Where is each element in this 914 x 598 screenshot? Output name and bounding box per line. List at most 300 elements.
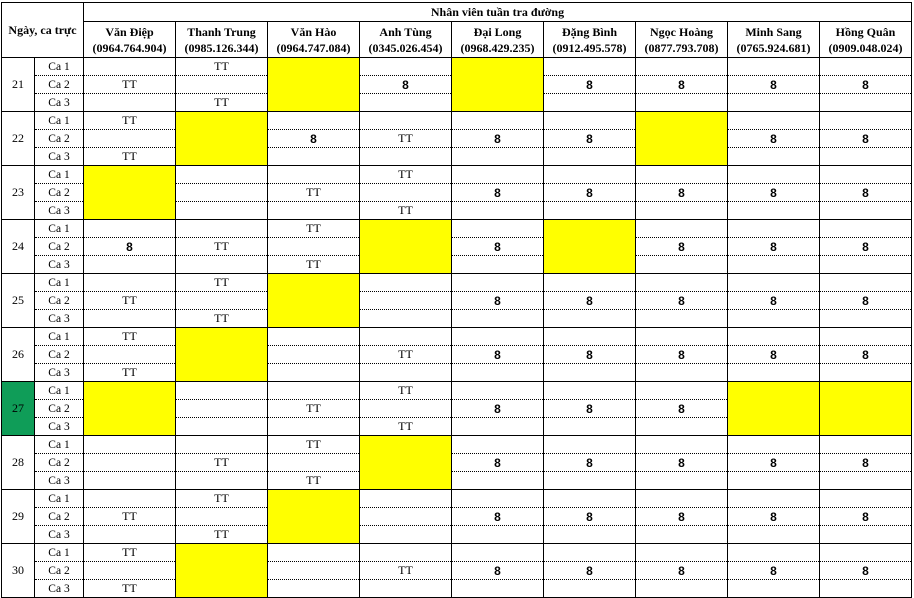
duty-cell <box>452 310 544 328</box>
day-label: 26 <box>2 328 35 382</box>
duty-cell: 8 <box>820 562 912 580</box>
duty-cell <box>268 202 360 220</box>
roster-body <box>2 58 912 598</box>
duty-cell <box>268 454 360 472</box>
duty-cell <box>360 328 452 346</box>
duty-cell: 8 <box>636 238 728 256</box>
duty-cell <box>728 256 820 274</box>
table-row <box>2 526 912 544</box>
staff-header-2 <box>176 22 268 58</box>
shift-label: Ca 2 <box>35 76 84 94</box>
shift-label: Ca 3 <box>35 256 84 274</box>
shift-label: Ca 2 <box>35 184 84 202</box>
duty-cell <box>84 490 176 508</box>
shift-label: Ca 1 <box>35 220 84 238</box>
duty-cell <box>820 580 912 598</box>
duty-cell <box>728 58 820 76</box>
duty-cell: TT <box>360 166 452 184</box>
duty-cell <box>452 526 544 544</box>
duty-cell: TT <box>84 76 176 94</box>
duty-cell <box>452 256 544 274</box>
duty-cell: TT <box>176 238 268 256</box>
duty-cell <box>360 274 452 292</box>
duty-cell <box>820 544 912 562</box>
shift-label: Ca 3 <box>35 364 84 382</box>
duty-cell: 8 <box>820 292 912 310</box>
duty-cell: TT <box>176 490 268 508</box>
day-label: 27 <box>2 382 35 436</box>
duty-cell: 8 <box>544 292 636 310</box>
duty-cell <box>176 76 268 94</box>
duty-cell <box>84 562 176 580</box>
table-row <box>2 490 912 508</box>
staff-name: Minh Sang <box>745 24 802 39</box>
day-label: 21 <box>2 58 35 112</box>
day-label: 23 <box>2 166 35 220</box>
duty-cell: TT <box>176 526 268 544</box>
duty-cell <box>728 490 820 508</box>
duty-cell <box>636 418 728 436</box>
duty-cell <box>544 490 636 508</box>
table-row <box>2 328 912 346</box>
shift-label: Ca 2 <box>35 346 84 364</box>
duty-cell <box>452 382 544 400</box>
duty-cell <box>544 580 636 598</box>
duty-cell: 8 <box>728 508 820 526</box>
duty-cell: TT <box>268 400 360 418</box>
duty-cell: 8 <box>636 292 728 310</box>
shift-label: Ca 1 <box>35 328 84 346</box>
shift-label: Ca 1 <box>35 166 84 184</box>
shift-label: Ca 1 <box>35 58 84 76</box>
duty-cell <box>544 544 636 562</box>
duty-cell: 8 <box>636 400 728 418</box>
day-label: 24 <box>2 220 35 274</box>
day-label: 22 <box>2 112 35 166</box>
staff-phone: (0765.924.681) <box>736 40 811 55</box>
duty-cell <box>452 148 544 166</box>
duty-cell: TT <box>84 328 176 346</box>
duty-cell <box>544 436 636 454</box>
duty-cell <box>268 382 360 400</box>
shift-label: Ca 2 <box>35 562 84 580</box>
duty-cell <box>176 256 268 274</box>
duty-cell <box>360 184 452 202</box>
duty-cell <box>268 544 360 562</box>
duty-cell <box>544 382 636 400</box>
duty-cell: 8 <box>636 184 728 202</box>
day-off-cell <box>268 58 360 112</box>
duty-cell: 8 <box>636 76 728 94</box>
duty-cell <box>544 58 636 76</box>
duty-cell <box>636 256 728 274</box>
table-row <box>2 472 912 490</box>
duty-cell <box>636 382 728 400</box>
duty-cell <box>544 310 636 328</box>
duty-cell <box>728 220 820 238</box>
duty-cell <box>452 166 544 184</box>
duty-cell <box>820 202 912 220</box>
duty-cell: 8 <box>820 76 912 94</box>
duty-cell <box>728 580 820 598</box>
duty-cell <box>544 418 636 436</box>
duty-cell <box>176 400 268 418</box>
staff-name: Văn Điệp <box>105 24 154 39</box>
duty-cell: 8 <box>728 346 820 364</box>
duty-cell <box>728 544 820 562</box>
duty-cell: 8 <box>452 454 544 472</box>
duty-cell <box>360 400 452 418</box>
duty-roster-table <box>1 2 912 598</box>
table-row <box>2 544 912 562</box>
duty-cell <box>544 526 636 544</box>
day-label: 29 <box>2 490 35 544</box>
table-row <box>2 220 912 238</box>
duty-cell <box>176 202 268 220</box>
duty-cell <box>360 94 452 112</box>
duty-cell <box>728 364 820 382</box>
duty-cell: 8 <box>820 238 912 256</box>
duty-cell <box>360 148 452 166</box>
staff-phone: (0912.495.578) <box>552 40 627 55</box>
duty-cell <box>636 472 728 490</box>
duty-cell: 8 <box>728 562 820 580</box>
duty-cell: TT <box>176 454 268 472</box>
duty-cell: 8 <box>452 130 544 148</box>
table-row <box>2 148 912 166</box>
duty-cell: TT <box>360 562 452 580</box>
duty-cell <box>268 328 360 346</box>
shift-label: Ca 2 <box>35 238 84 256</box>
duty-cell: 8 <box>544 130 636 148</box>
shift-label: Ca 2 <box>35 454 84 472</box>
duty-cell <box>360 364 452 382</box>
duty-cell <box>360 58 452 76</box>
duty-cell <box>636 58 728 76</box>
duty-cell: TT <box>84 508 176 526</box>
duty-cell <box>84 256 176 274</box>
duty-cell <box>728 328 820 346</box>
duty-cell <box>268 562 360 580</box>
duty-cell: 8 <box>452 562 544 580</box>
duty-cell: 8 <box>728 76 820 94</box>
duty-cell <box>84 526 176 544</box>
shift-label: Ca 3 <box>35 310 84 328</box>
duty-cell <box>820 256 912 274</box>
duty-cell <box>452 490 544 508</box>
duty-cell: TT <box>84 580 176 598</box>
duty-cell: TT <box>84 292 176 310</box>
duty-cell <box>268 148 360 166</box>
duty-cell <box>360 310 452 328</box>
shift-label: Ca 2 <box>35 292 84 310</box>
duty-cell <box>176 472 268 490</box>
duty-cell <box>728 112 820 130</box>
duty-cell <box>268 580 360 598</box>
duty-cell <box>452 580 544 598</box>
duty-cell: 8 <box>636 562 728 580</box>
duty-cell: TT <box>176 58 268 76</box>
duty-cell <box>360 526 452 544</box>
day-off-cell <box>84 166 176 220</box>
duty-cell: 8 <box>728 130 820 148</box>
duty-cell <box>176 436 268 454</box>
duty-cell <box>728 310 820 328</box>
duty-cell: 8 <box>360 76 452 94</box>
duty-cell: 8 <box>452 292 544 310</box>
duty-cell <box>452 274 544 292</box>
table-row <box>2 346 912 364</box>
duty-cell <box>452 436 544 454</box>
duty-cell: 8 <box>452 238 544 256</box>
staff-header-3 <box>268 22 360 58</box>
duty-cell: TT <box>84 544 176 562</box>
duty-cell <box>820 274 912 292</box>
duty-cell <box>820 364 912 382</box>
duty-cell <box>820 112 912 130</box>
duty-cell <box>820 328 912 346</box>
duty-cell <box>636 220 728 238</box>
shift-label: Ca 1 <box>35 382 84 400</box>
shift-label: Ca 3 <box>35 94 84 112</box>
duty-cell: 8 <box>452 508 544 526</box>
table-row <box>2 274 912 292</box>
table-row <box>2 364 912 382</box>
staff-phone: (0345.026.454) <box>368 40 443 55</box>
duty-cell <box>544 472 636 490</box>
duty-cell <box>544 202 636 220</box>
duty-cell: TT <box>84 112 176 130</box>
duty-cell <box>728 526 820 544</box>
duty-cell <box>84 58 176 76</box>
staff-header-4 <box>360 22 452 58</box>
duty-cell: 8 <box>820 130 912 148</box>
staff-phone: (0909.048.024) <box>828 40 903 55</box>
duty-cell <box>268 346 360 364</box>
duty-cell <box>636 94 728 112</box>
duty-cell <box>820 94 912 112</box>
duty-cell: 8 <box>544 508 636 526</box>
duty-cell <box>544 328 636 346</box>
duty-cell: TT <box>268 256 360 274</box>
duty-cell: TT <box>268 436 360 454</box>
duty-cell <box>728 166 820 184</box>
table-row <box>2 256 912 274</box>
duty-cell: TT <box>268 472 360 490</box>
duty-cell <box>544 364 636 382</box>
duty-cell <box>636 310 728 328</box>
duty-cell <box>636 436 728 454</box>
duty-cell: 8 <box>452 184 544 202</box>
day-off-cell <box>176 544 268 598</box>
duty-cell <box>452 202 544 220</box>
corner-label: Ngày, ca trực <box>2 3 84 58</box>
table-row <box>2 562 912 580</box>
duty-cell: TT <box>176 274 268 292</box>
duty-cell <box>176 508 268 526</box>
duty-cell <box>728 436 820 454</box>
duty-cell <box>452 328 544 346</box>
staff-group-title: Nhân viên tuần tra đường <box>84 3 912 22</box>
duty-cell <box>636 328 728 346</box>
shift-label: Ca 1 <box>35 490 84 508</box>
staff-header-1 <box>84 22 176 58</box>
duty-cell <box>544 94 636 112</box>
duty-cell: TT <box>360 346 452 364</box>
duty-cell <box>360 490 452 508</box>
shift-label: Ca 1 <box>35 544 84 562</box>
duty-cell: 8 <box>820 346 912 364</box>
duty-cell: 8 <box>728 454 820 472</box>
duty-cell: 8 <box>544 454 636 472</box>
duty-cell <box>84 220 176 238</box>
staff-name: Đại Long <box>473 24 522 39</box>
table-row <box>2 436 912 454</box>
duty-cell <box>360 508 452 526</box>
table-row <box>2 382 912 400</box>
duty-cell <box>268 238 360 256</box>
duty-cell: 8 <box>636 346 728 364</box>
day-off-cell <box>84 382 176 436</box>
duty-cell: 8 <box>544 76 636 94</box>
duty-cell <box>636 166 728 184</box>
duty-cell <box>728 148 820 166</box>
duty-cell <box>820 220 912 238</box>
staff-phone: (0964.747.084) <box>276 40 351 55</box>
shift-label: Ca 1 <box>35 274 84 292</box>
duty-cell <box>176 382 268 400</box>
table-row <box>2 238 912 256</box>
duty-cell: 8 <box>728 292 820 310</box>
day-label: 25 <box>2 274 35 328</box>
duty-cell <box>84 346 176 364</box>
day-off-cell <box>360 220 452 274</box>
day-off-cell <box>820 382 912 436</box>
duty-cell <box>544 112 636 130</box>
day-label: 30 <box>2 544 35 598</box>
duty-cell <box>176 292 268 310</box>
duty-cell <box>820 490 912 508</box>
duty-cell: 8 <box>268 130 360 148</box>
duty-cell: TT <box>176 94 268 112</box>
duty-cell <box>820 472 912 490</box>
staff-header-7 <box>636 22 728 58</box>
duty-cell: TT <box>268 220 360 238</box>
staff-header-9 <box>820 22 912 58</box>
duty-cell <box>268 112 360 130</box>
staff-name: Đặng Bình <box>561 24 618 39</box>
duty-cell <box>360 292 452 310</box>
duty-cell <box>268 166 360 184</box>
duty-cell <box>544 274 636 292</box>
duty-cell <box>84 436 176 454</box>
day-off-cell <box>176 328 268 382</box>
duty-cell <box>452 418 544 436</box>
duty-cell: 8 <box>544 562 636 580</box>
shift-label: Ca 1 <box>35 436 84 454</box>
shift-label: Ca 2 <box>35 400 84 418</box>
table-row <box>2 580 912 598</box>
duty-cell <box>360 544 452 562</box>
staff-name: Thanh Trung <box>187 24 256 39</box>
day-off-cell <box>268 274 360 328</box>
duty-cell: 8 <box>820 508 912 526</box>
shift-label: Ca 3 <box>35 202 84 220</box>
duty-cell <box>636 202 728 220</box>
day-off-cell <box>360 436 452 490</box>
day-off-cell <box>268 490 360 544</box>
table-row <box>2 58 912 76</box>
duty-cell <box>360 112 452 130</box>
table-row <box>2 130 912 148</box>
duty-cell <box>820 166 912 184</box>
duty-cell <box>820 58 912 76</box>
duty-cell: TT <box>360 418 452 436</box>
shift-label: Ca 1 <box>35 112 84 130</box>
staff-phone: (0877.793.708) <box>644 40 719 55</box>
duty-cell <box>84 274 176 292</box>
table-row <box>2 508 912 526</box>
duty-cell <box>820 310 912 328</box>
shift-label: Ca 3 <box>35 472 84 490</box>
duty-cell <box>544 166 636 184</box>
duty-cell <box>268 418 360 436</box>
staff-header-5 <box>452 22 544 58</box>
duty-cell <box>728 94 820 112</box>
duty-cell <box>176 184 268 202</box>
table-row <box>2 310 912 328</box>
staff-name: Hồng Quân <box>835 24 896 39</box>
staff-phone: (0985.126.344) <box>184 40 259 55</box>
duty-cell: 8 <box>820 184 912 202</box>
duty-cell: 8 <box>452 346 544 364</box>
shift-label: Ca 3 <box>35 418 84 436</box>
duty-cell <box>636 274 728 292</box>
duty-cell: 8 <box>544 346 636 364</box>
shift-label: Ca 2 <box>35 130 84 148</box>
shift-label: Ca 3 <box>35 148 84 166</box>
duty-cell: 8 <box>728 184 820 202</box>
duty-cell <box>176 166 268 184</box>
duty-cell: 8 <box>452 400 544 418</box>
table-row <box>2 166 912 184</box>
staff-header-6 <box>544 22 636 58</box>
duty-cell: 8 <box>84 238 176 256</box>
duty-cell: TT <box>360 382 452 400</box>
day-off-cell <box>176 112 268 166</box>
duty-cell <box>728 202 820 220</box>
duty-cell <box>636 580 728 598</box>
staff-name: Anh Tùng <box>379 24 432 39</box>
duty-cell: 8 <box>636 508 728 526</box>
duty-cell <box>728 472 820 490</box>
shift-label: Ca 3 <box>35 526 84 544</box>
duty-cell: 8 <box>728 238 820 256</box>
staff-name: Văn Hào <box>290 24 337 39</box>
shift-label: Ca 3 <box>35 580 84 598</box>
duty-cell: 8 <box>544 400 636 418</box>
duty-cell <box>84 454 176 472</box>
duty-cell <box>452 544 544 562</box>
staff-header-8 <box>728 22 820 58</box>
duty-cell <box>820 526 912 544</box>
duty-cell <box>268 364 360 382</box>
duty-cell <box>84 130 176 148</box>
day-off-cell <box>544 220 636 274</box>
staff-name: Ngọc Hoàng <box>650 24 713 39</box>
duty-cell <box>820 148 912 166</box>
duty-cell: TT <box>268 184 360 202</box>
